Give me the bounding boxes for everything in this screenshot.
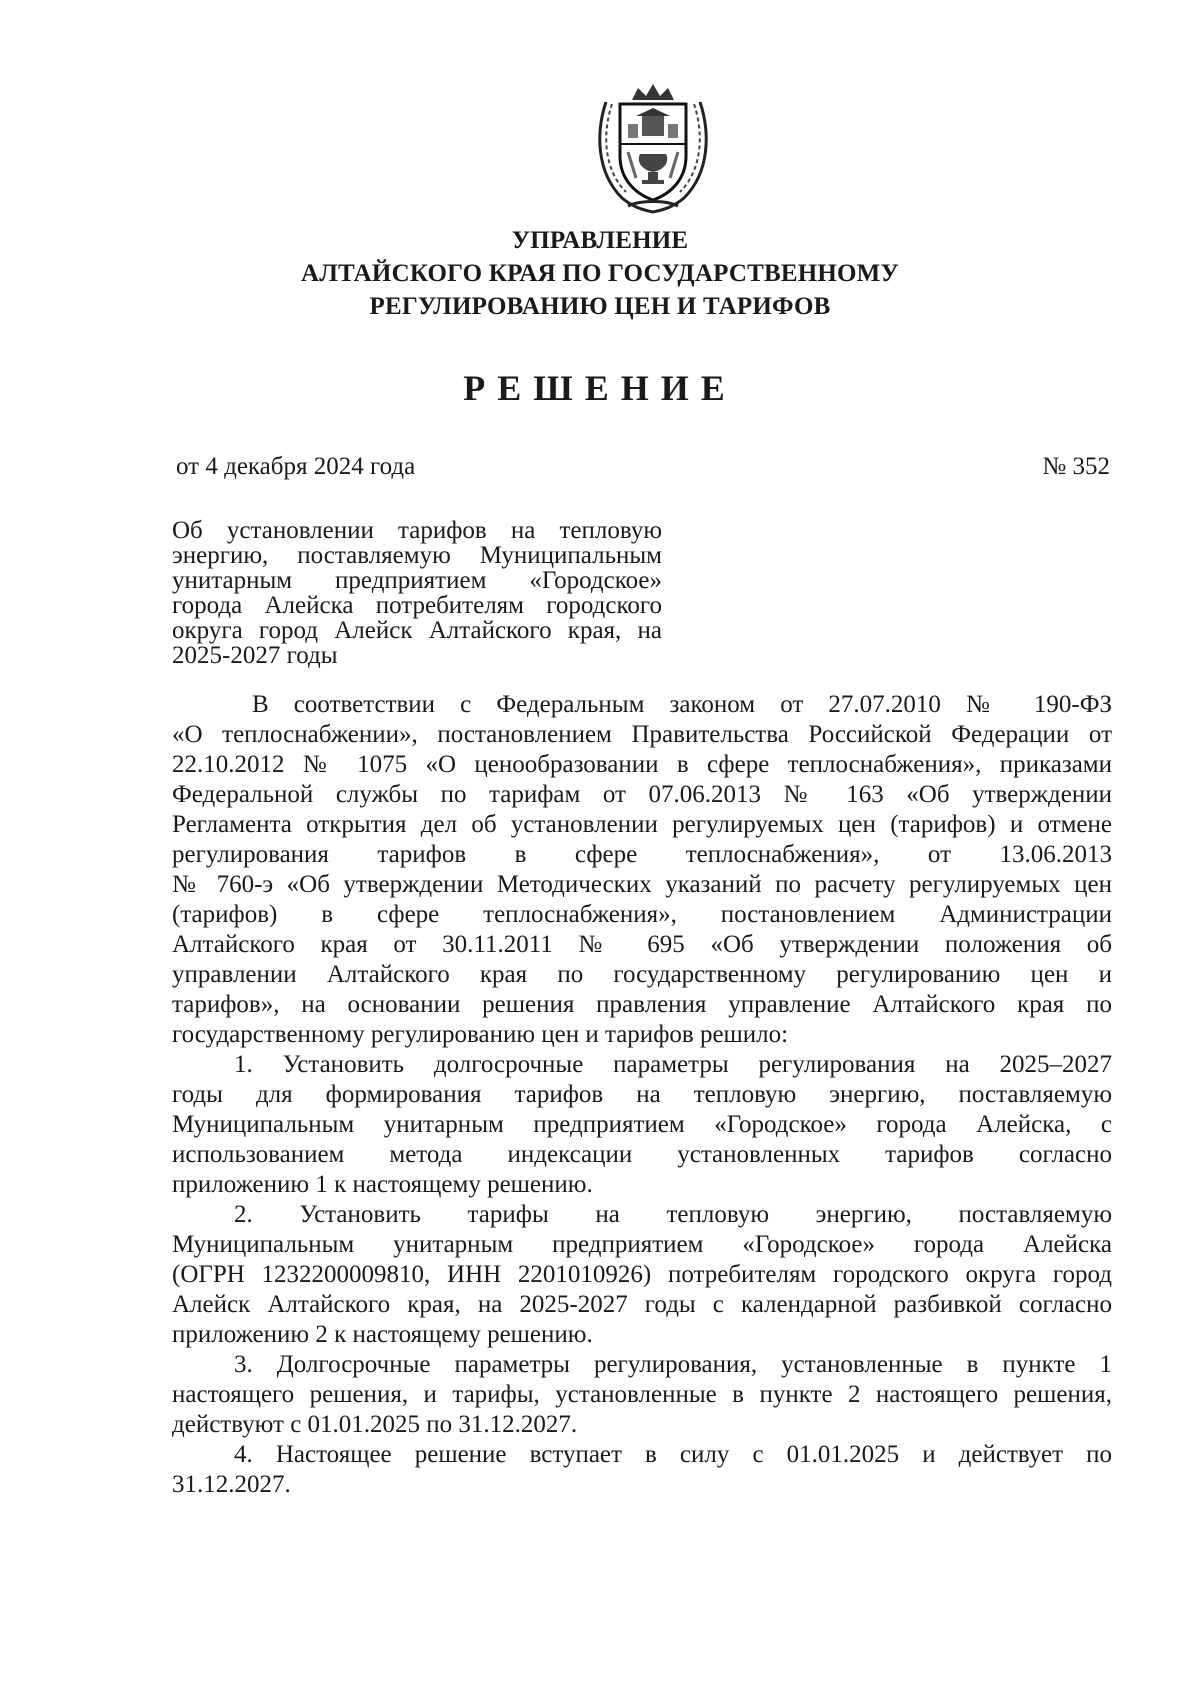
preamble-line: «О теплоснабжении», постановлением Правительства Российской Федерации от (172, 721, 1112, 748)
item-line: использованием метода индексации установленных тарифов согласно (172, 1141, 1112, 1168)
decision-item-3 (172, 1350, 1112, 1440)
preamble-line: Регламента открытия дел об установлении регулируемых цен (тарифов) и отмене (172, 811, 1112, 838)
item-line: Алейск Алтайского края, на 2025-2027 годы с календарной разбивкой согласно (172, 1291, 1112, 1318)
item-line: 3. Долгосрочные параметры регулирования, установленные в пункте 1 (234, 1351, 1112, 1378)
item-line: 31.12.2027. (172, 1471, 291, 1498)
item-line: Муниципальным унитарным предприятием «Городское» города Алейска (172, 1231, 1112, 1258)
issuer-line-1: УПРАВЛЕНИЕ (511, 227, 689, 254)
preamble-paragraph (172, 690, 1112, 1050)
document-subject (172, 518, 662, 668)
item-line: действуют с 01.01.2025 по 31.12.2027. (172, 1411, 578, 1438)
item-line: приложению 1 к настоящему решению. (172, 1171, 593, 1198)
item-line: 4. Настоящее решение вступает в силу с 01.01.2025 и действует по (234, 1441, 1112, 1468)
item-line: годы для формирования тарифов на тепловую энергию, поставляемую (172, 1081, 1112, 1108)
preamble-line: № 760-э «Об утверждении Методических указаний по расчету регулируемых цен (172, 871, 1112, 898)
subject-line: округа город Алейск Алтайского края, на (172, 617, 662, 644)
issuer-line-2: АЛТАЙСКОГО КРАЯ ПО ГОСУДАРСТВЕННОМУ (300, 260, 900, 287)
issuer-header (200, 224, 1000, 323)
subject-line: энергию, поставляемую Муниципальным (172, 542, 662, 569)
decision-item-4 (172, 1440, 1112, 1500)
preamble-line: тарифов», на основании решения правления управление Алтайского края по (172, 991, 1112, 1018)
preamble-line: управлении Алтайского края по государственному регулированию цен и (172, 961, 1112, 988)
issuer-line-3: РЕГУЛИРОВАНИЮ ЦЕН И ТАРИФОВ (369, 293, 831, 320)
preamble-line: государственному регулированию цен и тарифов решило: (172, 1021, 789, 1048)
decision-item-2 (172, 1200, 1112, 1350)
document-title: РЕШЕНИЕ (463, 368, 737, 408)
preamble-line: регулирования тарифов в сфере теплоснабжения», от 13.06.2013 (172, 841, 1112, 868)
preamble-line: В соответствии с Федеральным законом от 27.07.2010 № 190-ФЗ (252, 691, 1112, 718)
item-line: (ОГРН 1232200009810, ИНН 2201010926) потребителям городского округа город (172, 1261, 1112, 1288)
subject-line: Об установлении тарифов на тепловую (172, 517, 662, 544)
preamble-line: Федеральной службы по тарифам от 07.06.2013 № 163 «Об утверждении (172, 781, 1112, 808)
document-body (172, 690, 1112, 1500)
decision-item-1 (172, 1050, 1112, 1200)
item-line: 1. Установить долгосрочные параметры регулирования на 2025–2027 (234, 1051, 1112, 1078)
item-line: приложению 2 к настоящему решению. (172, 1321, 593, 1348)
item-line: 2. Установить тарифы на тепловую энергию, поставляемую (234, 1201, 1112, 1228)
altai-krai-coat-of-arms-icon (592, 82, 714, 214)
subject-line: города Алейска потребителям городского (172, 592, 662, 619)
item-line: Муниципальным унитарным предприятием «Городское» города Алейска, с (172, 1111, 1112, 1138)
subject-line: 2025-2027 годы (172, 642, 338, 669)
item-line: настоящего решения, и тарифы, установленные в пункте 2 настоящего решения, (172, 1381, 1112, 1408)
document-date: от 4 декабря 2024 года (176, 453, 416, 480)
preamble-line: 22.10.2012 № 1075 «О ценообразовании в сфере теплоснабжения», приказами (172, 751, 1112, 778)
subject-line: унитарным предприятием «Городское» (172, 567, 662, 594)
document-number: № 352 (1042, 453, 1110, 480)
preamble-line: Алтайского края от 30.11.2011 № 695 «Об утверждении положения об (172, 931, 1112, 958)
date-number-line (176, 452, 1110, 482)
preamble-line: (тарифов) в сфере теплоснабжения», постановлением Администрации (172, 901, 1112, 928)
